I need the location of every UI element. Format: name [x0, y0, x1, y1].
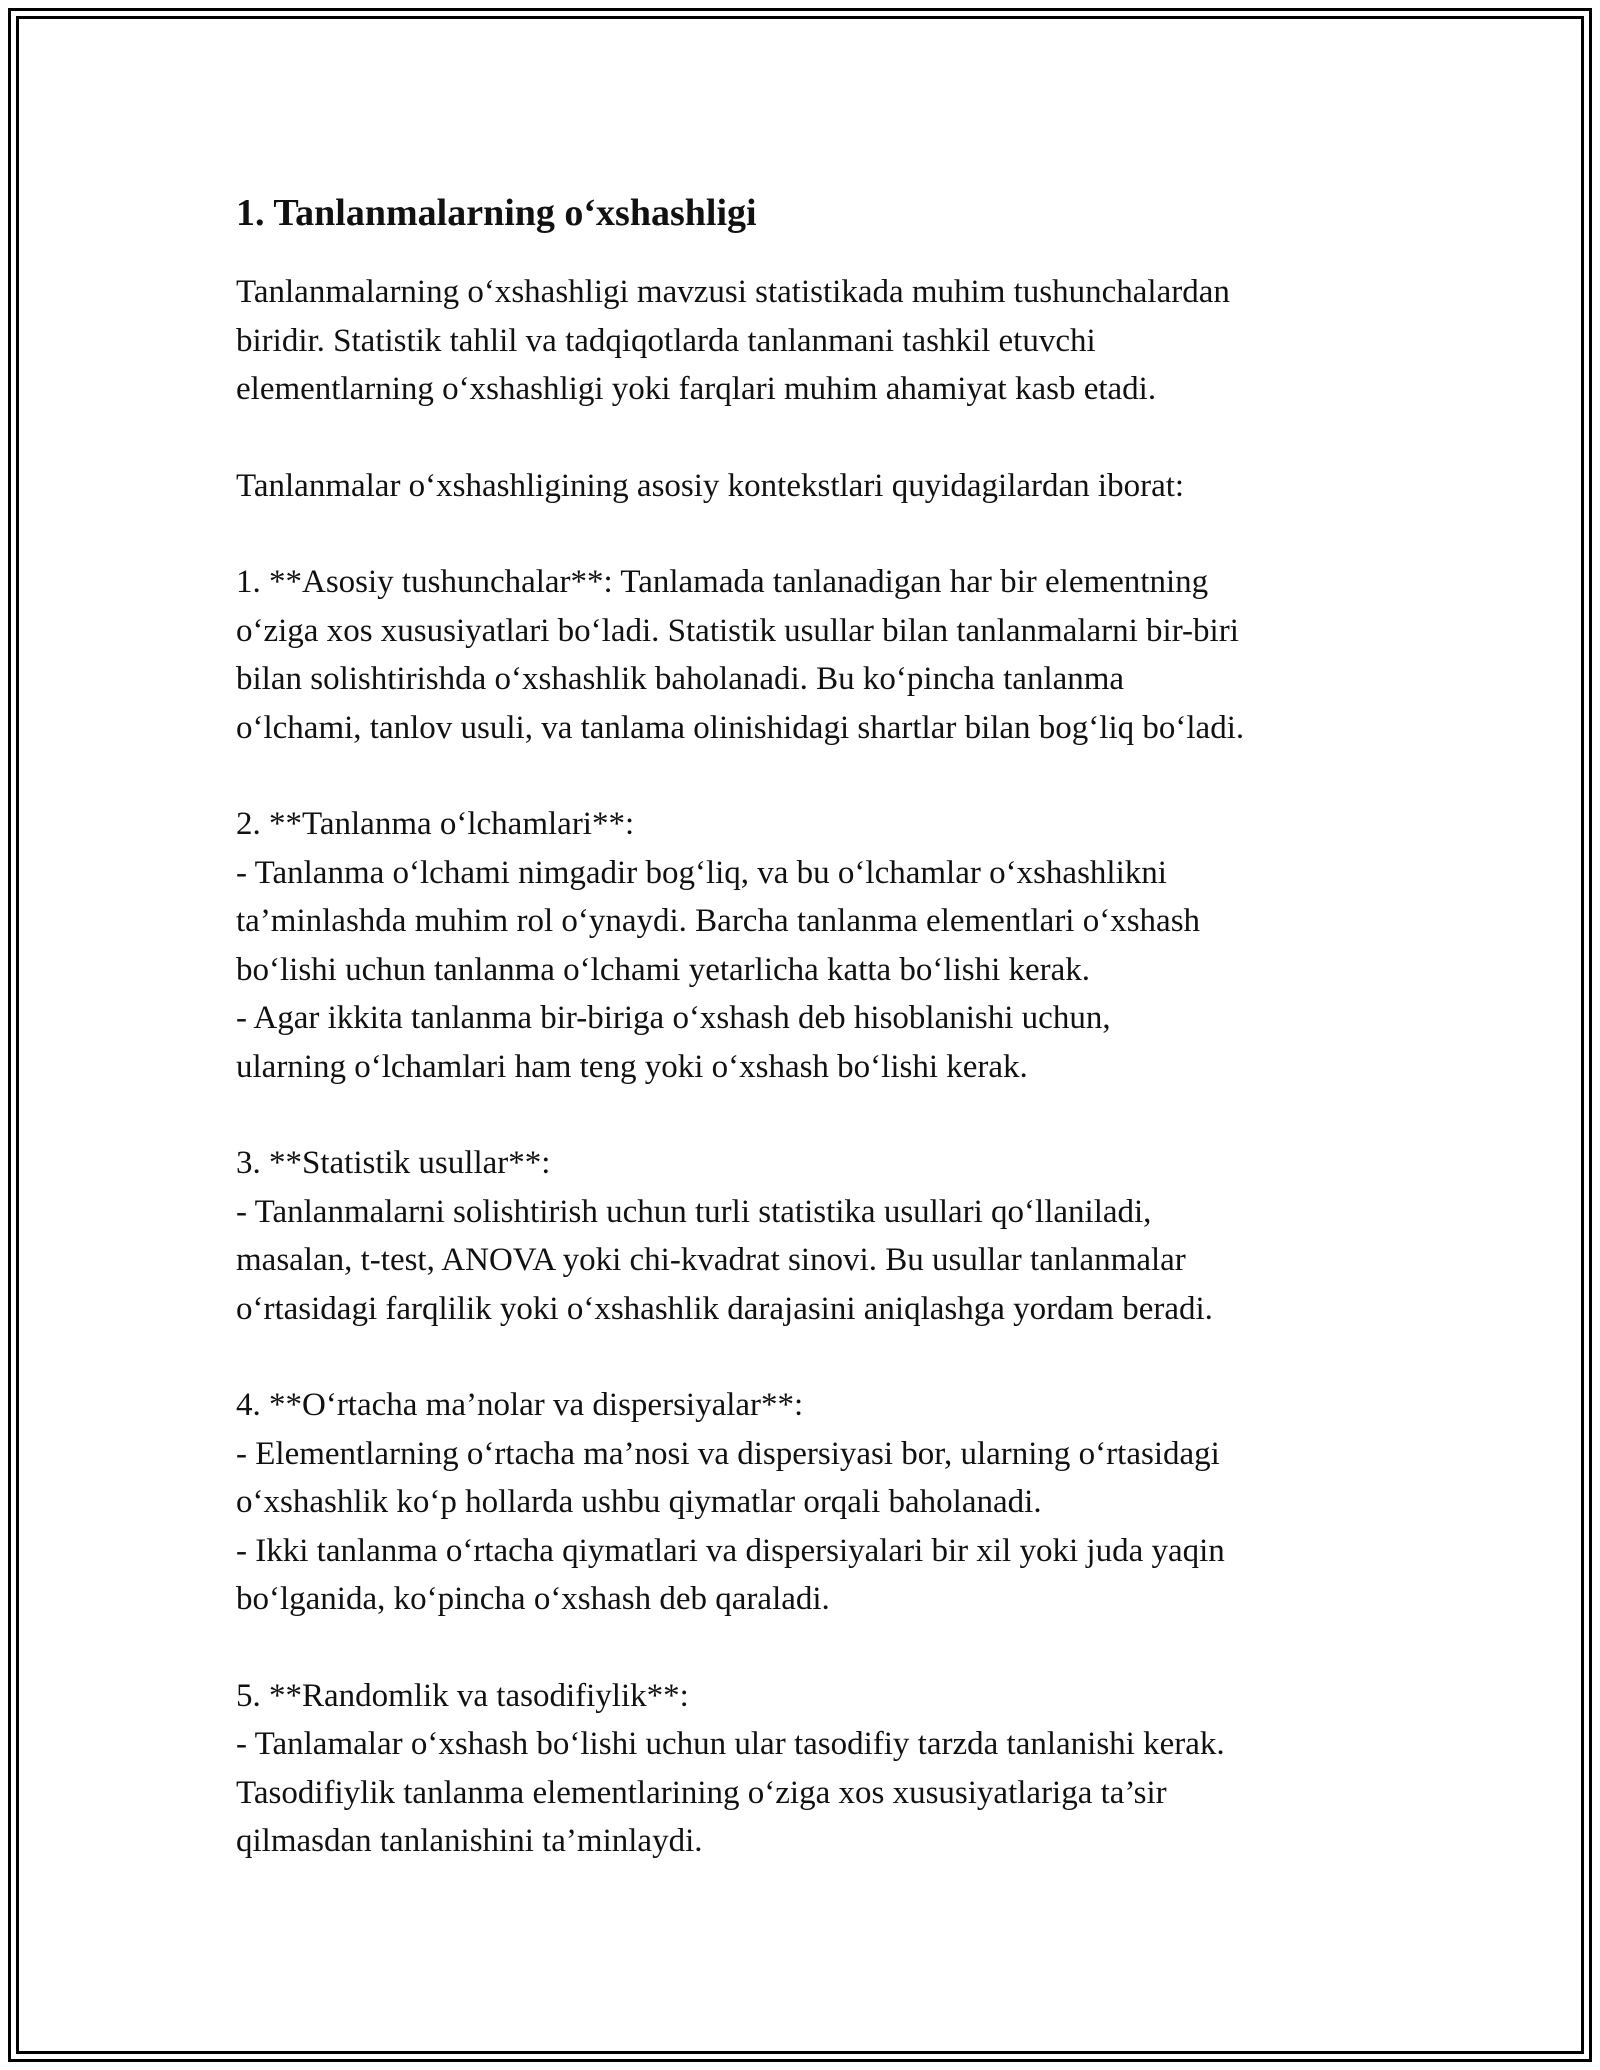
item-means-and-variances: 4. **O‘rtacha ma’nolar va dispersiyalar**: - Elementlarning o‘rtacha ma’nosi va dispersiyasi bor, ularning o‘rtasidagi o‘xshashlik ko‘p hollarda ushbu qiymatlar orqali baholanadi. - Ikki tanlanma o‘rtacha qiymatlari va dispersiyalari bir xil yoki juda yaqin bo‘lganida, ko‘pincha o‘xshash deb qaraladi. [236, 1387, 1225, 1617]
context-lead-paragraph: Tanlanmalar o‘xshashligining asosiy kontekstlari quyidagilardan iborat: [236, 467, 1185, 504]
item-statistical-methods: 3. **Statistik usullar**: - Tanlanmalarni solishtirish uchun turli statistika usullari qo‘llaniladi, masalan, t-test, ANOVA yoki chi-kvadrat sinovi. Bu usullar tanlanmalar o‘rtasidagi farqlilik yoki o‘xshashlik darajasini aniqlashga yordam beradi. [236, 1145, 1213, 1327]
section-title: 1. Tanlanmalarning o‘xshashligi [236, 192, 757, 234]
item-basic-concepts: 1. **Asosiy tushunchalar**: Tanlamada tanlanadigan har bir elementning o‘ziga xos xususiyatlari bo‘ladi. Statistik usullar bilan tanlanmalarni bir-biri bilan solishtirishda o‘xshashlik baholanadi. Bu ko‘pincha tanlanma o‘lchami, tanlov usuli, va tanlama olinishidagi shartlar bilan bog‘liq bo‘ladi. [236, 564, 1245, 746]
item-randomness: 5. **Randomlik va tasodifiylik**: - Tanlamalar o‘xshash bo‘lishi uchun ular tasodifiy tarzda tanlanishi kerak. Tasodifiylik tanlanma elementlarining o‘ziga xos xususiyatlariga ta’sir qilmasdan tanlanishini ta’minlaydi. [236, 1677, 1225, 1859]
item-sample-sizes: 2. **Tanlanma o‘lchamlari**: - Tanlanma o‘lchami nimgadir bog‘liq, va bu o‘lchamlar o‘xshashlikni ta’minlashda muhim rol o‘ynaydi. Barcha tanlanma elementlari o‘xshash bo‘lishi uchun tanlanma o‘lchami yetarlicha katta bo‘lishi kerak. - Agar ikkita tanlanma bir-biriga o‘xshash deb hisoblanishi uchun, ularning o‘lchamlari ham teng yoki o‘xshash bo‘lishi kerak. [236, 806, 1201, 1085]
intro-paragraph: Tanlanmalarning o‘xshashligi mavzusi statistikada muhim tushunchalardan biridir. Statistik tahlil va tadqiqotlarda tanlanmani tashkil etuvchi elementlarning o‘xshashligi yoki farqlari muhim ahamiyat kasb etadi. [236, 274, 1230, 407]
document-body [236, 186, 1376, 1914]
